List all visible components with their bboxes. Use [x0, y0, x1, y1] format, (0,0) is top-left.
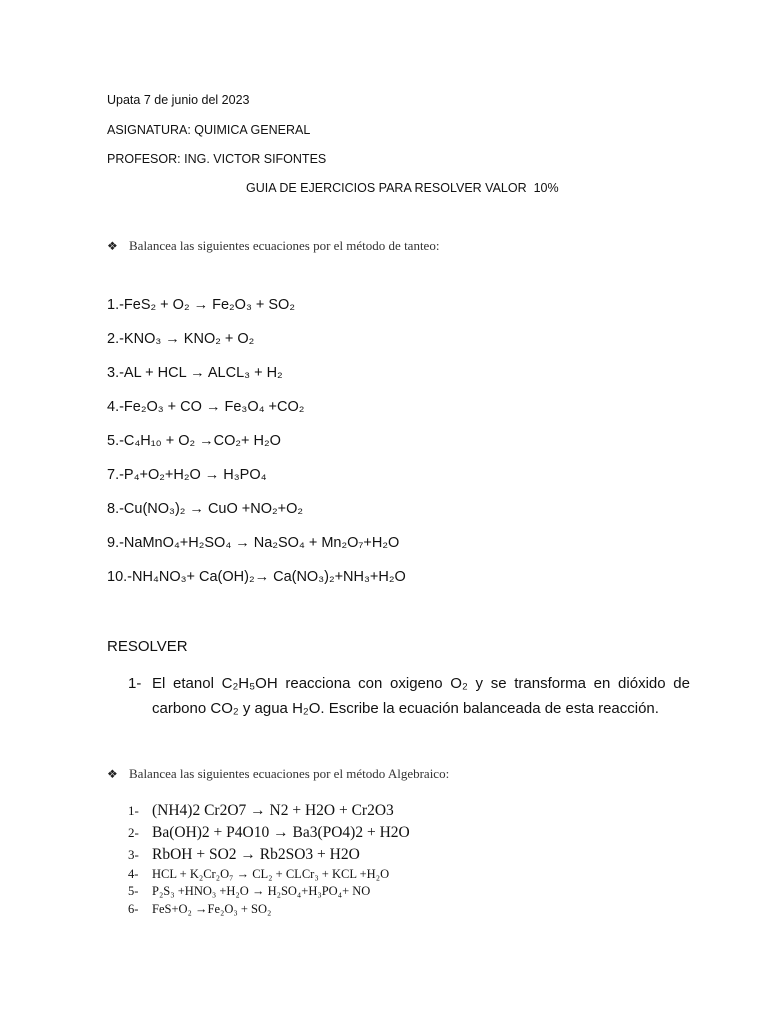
tanteo-instruction-text: Balancea las siguientes ecuaciones por el método de tanteo: [129, 238, 440, 253]
diamond-bullet-icon: ❖ [107, 239, 118, 253]
algebraic-item-5 [128, 884, 370, 899]
problem-text: El etanol C₂H₅OH reacciona con oxigeno O₂ y se transforma en dióxido de carbono CO₂ y agua H₂O. Escribe la ecuación balanceada de esta reacción. [152, 675, 690, 717]
equation-5: 5.-C₄H₁₀ + O₂ →CO₂+ H₂O [107, 433, 281, 449]
algebraic-item-equation: HCL + K₂Cr₂O₇ → CL₂ + CLCr₃ + KCL +H₂O [152, 867, 390, 881]
tanteo-instruction [107, 238, 439, 254]
algebraic-item-equation: P₂S₃ +HNO₃ +H₂O → H₂SO₄+H₃PO₄+ NO [152, 884, 371, 898]
equation-9: 9.-NaMnO₄+H₂SO₄ → Na₂SO₄ + Mn₂O₇+H₂O [107, 535, 400, 551]
resolver-problem-1 [128, 672, 690, 721]
algebraic-item-number: 6- [128, 902, 139, 916]
algebraic-item-equation: FeS+O₂ →Fe₂O₃ + SO₂ [152, 902, 272, 916]
algebraic-item-equation: Ba(OH)2 + P4O10 → Ba3(PO4)2 + H2O [152, 824, 410, 841]
algebraic-item-number: 2- [128, 825, 139, 840]
problem-number: 1- [128, 675, 142, 692]
equation-10: 10.-NH₄NO₃+ Ca(OH)₂→ Ca(NO₃)₂+NH₃+H₂O [107, 569, 406, 585]
algebraic-item-number: 4- [128, 867, 139, 881]
algebraic-item-1 [128, 802, 394, 820]
algebraic-item-4 [128, 867, 389, 882]
algebraic-item-6 [128, 902, 271, 917]
algebraic-item-equation: RbOH + SO2 → Rb2SO3 + H2O [152, 846, 360, 863]
equation-7: 7.-P₄+O₂+H₂O → H₃PO₄ [107, 467, 267, 483]
professor-line: PROFESOR: ING. VICTOR SIFONTES [107, 152, 327, 166]
algebraic-instruction-text: Balancea las siguientes ecuaciones por el método Algebraico: [129, 766, 450, 781]
algebraic-instruction [107, 766, 449, 782]
algebraic-item-number: 5- [128, 884, 139, 898]
algebraic-item-equation: (NH4)2 Cr2O7 → N2 + H2O + Cr2O3 [152, 802, 394, 819]
algebraic-item-number: 3- [128, 847, 139, 862]
algebraic-item-2 [128, 824, 410, 842]
diamond-bullet-icon: ❖ [107, 767, 118, 781]
equation-8: 8.-Cu(NO₃)₂ → CuO +NO₂+O₂ [107, 501, 304, 517]
equation-4: 4.-Fe₂O₃ + CO → Fe₃O₄ +CO₂ [107, 399, 305, 415]
guide-title: GUIA DE EJERCICIOS PARA RESOLVER VALOR 10% [246, 181, 559, 195]
subject-line: ASIGNATURA: QUIMICA GENERAL [107, 123, 311, 137]
resolver-title: RESOLVER [107, 638, 188, 655]
equation-3: 3.-AL + HCL → ALCL₃ + H₂ [107, 365, 283, 381]
equation-1: 1.-FeS₂ + O₂ → Fe₂O₃ + SO₂ [107, 297, 295, 313]
date-line: Upata 7 de junio del 2023 [107, 93, 250, 107]
algebraic-item-3 [128, 846, 360, 864]
equation-2: 2.-KNO₃ → KNO₂ + O₂ [107, 331, 255, 347]
algebraic-item-number: 1- [128, 803, 139, 818]
